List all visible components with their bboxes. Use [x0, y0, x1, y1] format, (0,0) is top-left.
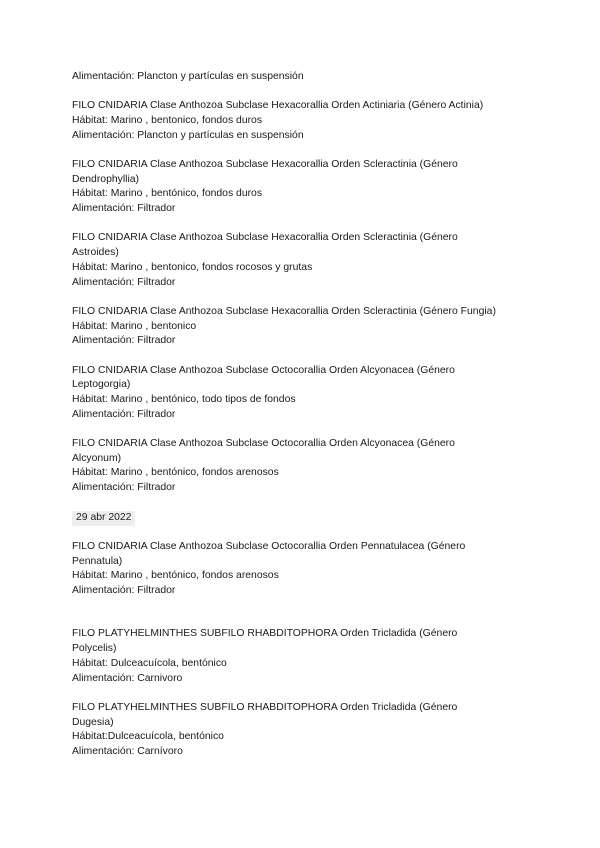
entries-platyhelminthes — [72, 627, 542, 759]
entry-line: Alimentación: Filtrador — [72, 585, 176, 597]
entry-line: Astroides) — [72, 247, 119, 259]
taxon-entry — [72, 231, 542, 290]
entry-line: Hábitat: Marino , bentonico — [72, 320, 197, 332]
date-badge: 29 abr 2022 — [72, 511, 135, 526]
entry-line: FILO CNIDARIA Clase Anthozoa Subclase Octocorallia Orden Alcyonacea (Género — [72, 437, 455, 449]
document-page — [72, 70, 542, 774]
entry-line: Alimentación: Carnivoro — [72, 672, 183, 684]
entry-line: Hábitat: Marino , bentónico, fondos arenosos — [72, 467, 279, 479]
taxon-entry — [72, 627, 542, 686]
spacer — [72, 613, 542, 627]
entry-line: Hábitat: Dulceacuícola, bentónico — [72, 657, 227, 669]
taxon-entry — [72, 364, 542, 423]
entry-line: FILO PLATYHELMINTHES SUBFILO RHABDITOPHORA Orden Tricladida (Género — [72, 628, 458, 640]
entries-bottom — [72, 540, 542, 599]
taxon-entry — [72, 540, 542, 599]
entry-line: Hábitat: Marino , bentónico, fondos arenosos — [72, 570, 279, 582]
entry-line: Dendrophyllia) — [72, 173, 139, 185]
entry-line: Pennatula) — [72, 555, 123, 567]
taxon-entry — [72, 70, 542, 85]
taxon-entry — [72, 701, 542, 760]
entry-line: Hábitat: Marino , bentónico, fondos duros — [72, 188, 263, 200]
entry-line: Alimentación: Plancton y partículas en suspensión — [72, 71, 304, 82]
taxon-entry — [72, 305, 542, 349]
entry-line: FILO CNIDARIA Clase Anthozoa Subclase Hexacorallia Orden Scleractinia (Género — [72, 232, 458, 244]
entry-line: FILO CNIDARIA Clase Anthozoa Subclase Hexacorallia Orden Scleractinia (Género — [72, 159, 458, 170]
entry-line: Alimentación: Plancton y partículas en suspensión — [72, 129, 304, 141]
entry-line: FILO CNIDARIA Clase Anthozoa Subclase Hexacorallia Orden Actiniaria (Género Actinia) — [72, 100, 484, 112]
taxon-entry — [72, 437, 542, 496]
entry-line: Alimentación: Filtrador — [72, 203, 176, 215]
entry-line: Hábitat:Dulceacuícola, bentónico — [72, 731, 224, 743]
entry-line: Alimentación: Filtrador — [72, 482, 176, 494]
entry-line: Alcyonum) — [72, 452, 122, 464]
entry-line: Hábitat: Marino , bentonico, fondos duros — [72, 115, 263, 126]
entry-line: FILO PLATYHELMINTHES SUBFILO RHABDITOPHORA Orden Tricladida (Género — [72, 701, 458, 713]
entry-line: Alimentación: Filtrador — [72, 408, 176, 420]
entry-line: Hábitat: Marino , bentónico, todo tipos de fondos — [72, 393, 296, 405]
date-badge-row — [72, 510, 542, 540]
entry-line: Dugesia) — [72, 716, 114, 728]
taxon-entry — [72, 158, 542, 217]
entries-top — [72, 70, 542, 496]
entry-line: FILO CNIDARIA Clase Anthozoa Subclase Octocorallia Orden Pennatulacea (Género — [72, 541, 466, 553]
entry-line: Polycelis) — [72, 643, 117, 655]
taxon-entry — [72, 99, 542, 143]
entry-line: FILO CNIDARIA Clase Anthozoa Subclase Octocorallia Orden Alcyonacea (Género — [72, 364, 455, 376]
entry-line: Leptogorgia) — [72, 379, 131, 391]
entry-line: FILO CNIDARIA Clase Anthozoa Subclase Hexacorallia Orden Scleractinia (Género Fungia) — [72, 305, 496, 317]
entry-line: Alimentación: Filtrador — [72, 276, 176, 288]
entry-line: Alimentación: Carnívoro — [72, 745, 183, 757]
entry-line: Hábitat: Marino , bentonico, fondos rocosos y grutas — [72, 261, 313, 273]
entry-line: Alimentación: Filtrador — [72, 335, 176, 347]
